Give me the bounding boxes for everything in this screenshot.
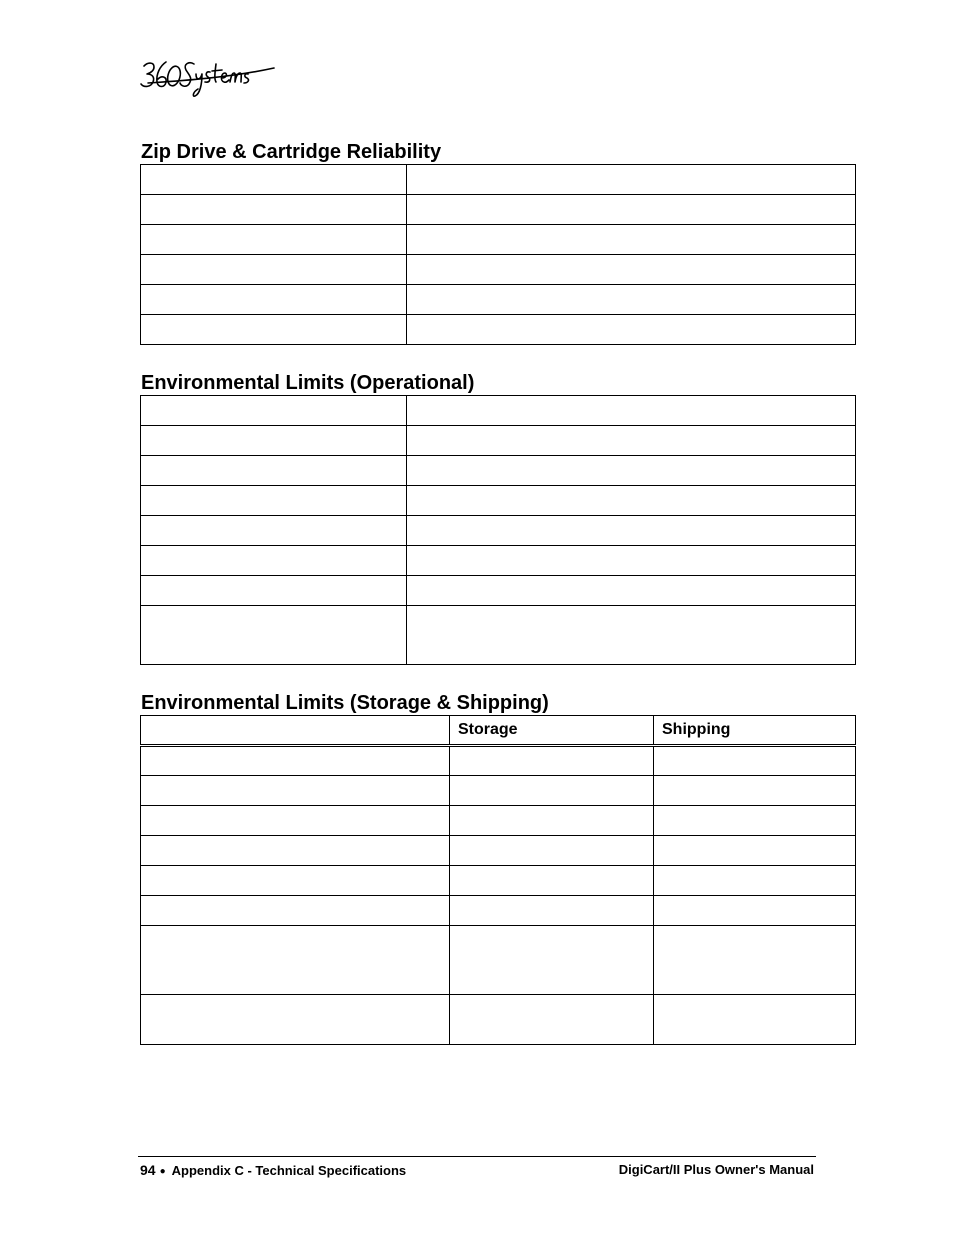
footer-manual-title: DigiCart/II Plus Owner's Manual bbox=[618, 1162, 814, 1177]
table-row bbox=[141, 746, 856, 776]
table-cell bbox=[141, 546, 407, 576]
table-cell bbox=[450, 896, 654, 926]
table-cell bbox=[407, 576, 856, 606]
table-cell bbox=[141, 195, 407, 225]
table-row bbox=[141, 606, 856, 665]
operational-limits-table bbox=[140, 395, 856, 665]
table-cell bbox=[407, 546, 856, 576]
table-cell bbox=[407, 225, 856, 255]
table-cell bbox=[654, 806, 856, 836]
table-row bbox=[141, 926, 856, 995]
table-cell bbox=[450, 806, 654, 836]
table-row bbox=[141, 195, 856, 225]
table-row bbox=[141, 225, 856, 255]
table-cell bbox=[450, 776, 654, 806]
page-number: 94 bbox=[140, 1162, 156, 1178]
table-cell bbox=[141, 746, 450, 776]
table-row bbox=[141, 285, 856, 315]
table-row bbox=[141, 165, 856, 195]
table-row bbox=[141, 516, 856, 546]
table-cell bbox=[407, 285, 856, 315]
section-title-operational-limits: Environmental Limits (Operational) bbox=[141, 372, 475, 394]
table-cell bbox=[141, 165, 407, 195]
footer-divider bbox=[138, 1156, 816, 1157]
table-cell bbox=[141, 806, 450, 836]
table-cell bbox=[141, 285, 407, 315]
column-header-storage: Storage bbox=[450, 716, 654, 746]
table-cell bbox=[141, 315, 407, 345]
table-row bbox=[141, 995, 856, 1045]
column-header-parameter bbox=[141, 716, 450, 746]
table-row bbox=[141, 456, 856, 486]
table-cell bbox=[141, 576, 407, 606]
table-cell bbox=[450, 926, 654, 995]
zip-reliability-table bbox=[140, 164, 856, 345]
table-cell bbox=[654, 866, 856, 896]
table-cell bbox=[654, 926, 856, 995]
table-cell bbox=[141, 456, 407, 486]
table-cell bbox=[450, 995, 654, 1045]
column-header-shipping: Shipping bbox=[654, 716, 856, 746]
table-row bbox=[141, 776, 856, 806]
company-logo bbox=[138, 52, 278, 100]
table-row bbox=[141, 426, 856, 456]
section-title-zip-reliability: Zip Drive & Cartridge Reliability bbox=[141, 141, 442, 163]
table-cell bbox=[407, 456, 856, 486]
360-systems-logo-icon bbox=[138, 52, 278, 100]
table-cell bbox=[407, 486, 856, 516]
table-row bbox=[141, 546, 856, 576]
storage-shipping-limits-table bbox=[140, 715, 856, 1045]
table-cell bbox=[141, 426, 407, 456]
table-cell bbox=[141, 516, 407, 546]
table-row bbox=[141, 576, 856, 606]
table-row bbox=[141, 255, 856, 285]
table-cell bbox=[654, 995, 856, 1045]
table-cell bbox=[141, 776, 450, 806]
table-cell bbox=[141, 896, 450, 926]
table-row bbox=[141, 896, 856, 926]
table-cell bbox=[141, 995, 450, 1045]
table-cell bbox=[450, 836, 654, 866]
footer-section-title: Appendix C - Technical Specifications bbox=[171, 1163, 407, 1178]
table-cell bbox=[407, 165, 856, 195]
table-row bbox=[141, 486, 856, 516]
table-cell bbox=[141, 486, 407, 516]
table-cell bbox=[654, 836, 856, 866]
table-cell bbox=[407, 255, 856, 285]
table-cell bbox=[450, 746, 654, 776]
table-cell bbox=[141, 225, 407, 255]
table-cell bbox=[407, 426, 856, 456]
table-row bbox=[141, 866, 856, 896]
table-cell bbox=[450, 866, 654, 896]
table-cell bbox=[407, 606, 856, 665]
table-row bbox=[141, 836, 856, 866]
table-cell bbox=[141, 866, 450, 896]
table-cell bbox=[407, 396, 856, 426]
footer-left bbox=[140, 1162, 406, 1178]
table-cell bbox=[654, 746, 856, 776]
table-cell bbox=[141, 606, 407, 665]
table-header-row bbox=[141, 716, 856, 746]
table-cell bbox=[654, 896, 856, 926]
table-cell bbox=[141, 255, 407, 285]
bullet-icon: ● bbox=[159, 1166, 166, 1177]
table-cell bbox=[141, 396, 407, 426]
table-cell bbox=[407, 195, 856, 225]
table-row bbox=[141, 806, 856, 836]
table-row bbox=[141, 315, 856, 345]
section-title-storage-shipping-limits: Environmental Limits (Storage & Shipping) bbox=[141, 692, 549, 714]
table-cell bbox=[141, 926, 450, 995]
table-cell bbox=[141, 836, 450, 866]
table-cell bbox=[654, 776, 856, 806]
table-row bbox=[141, 396, 856, 426]
table-cell bbox=[407, 516, 856, 546]
table-cell bbox=[407, 315, 856, 345]
